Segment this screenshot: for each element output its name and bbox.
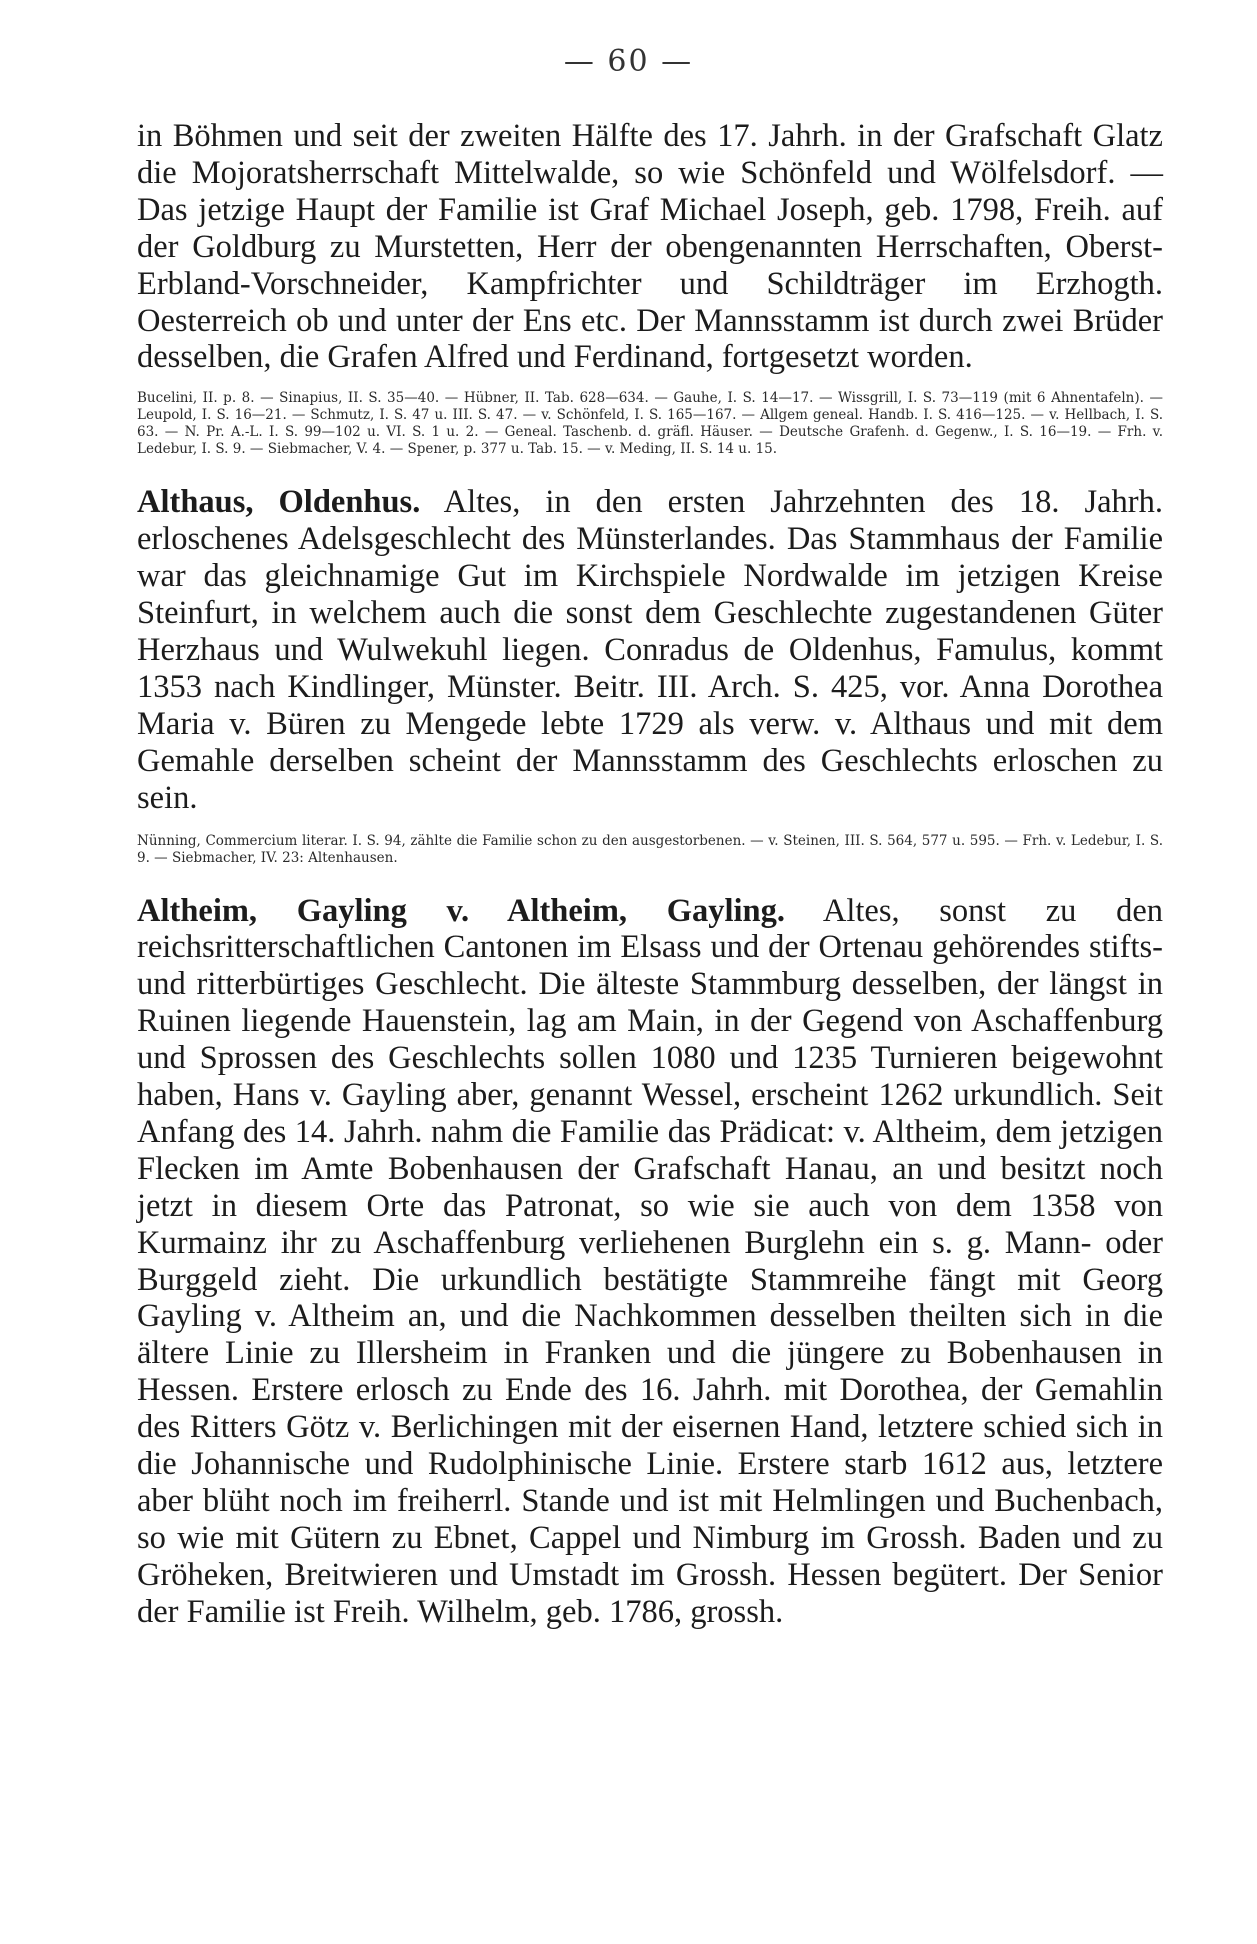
entry-althaus xyxy=(137,484,1163,816)
entry-continuation-sources: Bucelini, II. p. 8. — Sinapius, II. S. 35—40. — Hübner, II. Tab. 628—634. — Gauhe, I. S. 14—17. — Wissgrill, I. S. 73—119 (mit 6 Ahnentafeln). — Leupold, I. S. 16—21. — Schmutz, I. S. 47 u. III. S. 47. — v. Schönfeld, I. S. 165—167. — Allgem geneal. Handb. I. S. 416—125. — v. Hellbach, I. S. 63. — N. Pr. A.-L. I. S. 99—102 u. VI. S. 1 u. 2. — Geneal. Taschenb. d. gräfl. Häuser. — Deutsche Grafenh. d. Gegenw., I. S. 16—19. — Frh. v. Ledebur, I. S. 9. — Siebmacher, V. 4. — Spener, p. 377 u. Tab. 15. — v. Meding, II. S. 14 u. 15. xyxy=(137,390,1163,458)
entry-altheim-text: Altes, sonst zu den reichsritterschaftlichen Cantonen im Elsass und der Ortenau gehörendes stifts- und ritterbürtiges Geschlecht. Die älteste Stammburg desselben, der längst in Ruinen liegende Hauenstein, lag am Main, in der Gegend von Aschaffenburg und Sprossen des Geschlechts sollen 1080 und 1235 Turnieren beigewohnt haben, Hans v. Gayling aber, genannt Wessel, erscheint 1262 urkundlich. Seit Anfang des 14. Jahrh. nahm die Familie das Prädicat: v. Altheim, dem jetzigen Flecken im Amte Bobenhausen der Grafschaft Hanau, an und besitzt noch jetzt in diesem Orte das Patronat, so wie sie auch von dem 1358 von Kurmainz ihr zu Aschaffenburg verliehenen Burglehn ein s. g. Mann- oder Burggeld zieht. Die urkundlich bestätigte Stammreihe fängt mit Georg Gayling v. Altheim an, und die Nachkommen desselben theilten sich in die ältere Linie zu Illersheim in Franken und die jüngere zu Bobenhausen in Hessen. Erstere erlosch zu Ende des 16. Jahrh. mit Dorothea, der Gemahlin des Ritters Götz v. Berlichingen mit der eisernen Hand, letztere schied sich in die Johannische und Rudolphinische Linie. Erstere starb 1612 aus, letztere aber blüht noch im freiherrl. Stande und ist mit Helmlingen und Buchenbach, so wie mit Gütern zu Ebnet, Cappel und Nimburg im Grossh. Baden und zu Gröheken, Breitwieren und Umstadt im Grossh. Hessen begütert. Der Senior der Familie ist Freih. Wilhelm, geb. 1786, grossh. xyxy=(137,892,1163,1630)
page-number: — 60 — xyxy=(563,44,694,79)
entry-continuation-text: in Böhmen und seit der zweiten Hälfte des 17. Jahrh. in der Grafschaft Glatz die Mojoratsherrschaft Mittelwalde, so wie Schönfeld und Wölfelsdorf. — Das jetzige Haupt der Familie ist Graf Michael Joseph, geb. 1798, Freih. auf der Goldburg zu Murstetten, Herr der obengenannten Herrschaften, Oberst-Erbland-Vorschneider, Kampfrichter und Schildträger im Erzhogth. Oesterreich ob und unter der Ens etc. Der Mannsstamm ist durch zwei Brüder desselben, die Grafen Alfred und Ferdinand, fortgesetzt worden. xyxy=(137,118,1163,376)
entry-althaus-heading: Althaus, Oldenhus. xyxy=(137,484,421,521)
entry-althaus-text: Altes, in den ersten Jahrzehnten des 18. Jahrh. erloschenes Adelsgeschlecht des Münsterlandes. Das Stammhaus der Familie war das gleichnamige Gut im Kirchspiele Nordwalde im jetzigen Kreise Steinfurt, in welchem auch die sonst dem Geschlechte zugestandenen Güter Herzhaus und Wulwekuhl liegen. Conradus de Oldenhus, Famulus, kommt 1353 nach Kindlinger, Münster. Beitr. III. Arch. S. 425, vor. Anna Dorothea Maria v. Büren zu Mengede lebte 1729 als verw. v. Althaus und mit dem Gemahle derselben scheint der Mannsstamm des Geschlechts erloschen zu sein. xyxy=(137,484,1164,816)
entry-althaus-sources: Nünning, Commercium literar. I. S. 94, zählte die Familie schon zu den ausgestorbenen. — v. Steinen, III. S. 564, 577 u. 595. — Frh. v. Ledebur, I. S. 9. — Siebmacher, IV. 23: Altenhausen. xyxy=(137,832,1163,866)
entry-altheim xyxy=(137,893,1163,1631)
text-column xyxy=(137,118,1163,1631)
entry-altheim-heading: Altheim, Gayling v. Altheim, Gayling. xyxy=(137,892,785,929)
